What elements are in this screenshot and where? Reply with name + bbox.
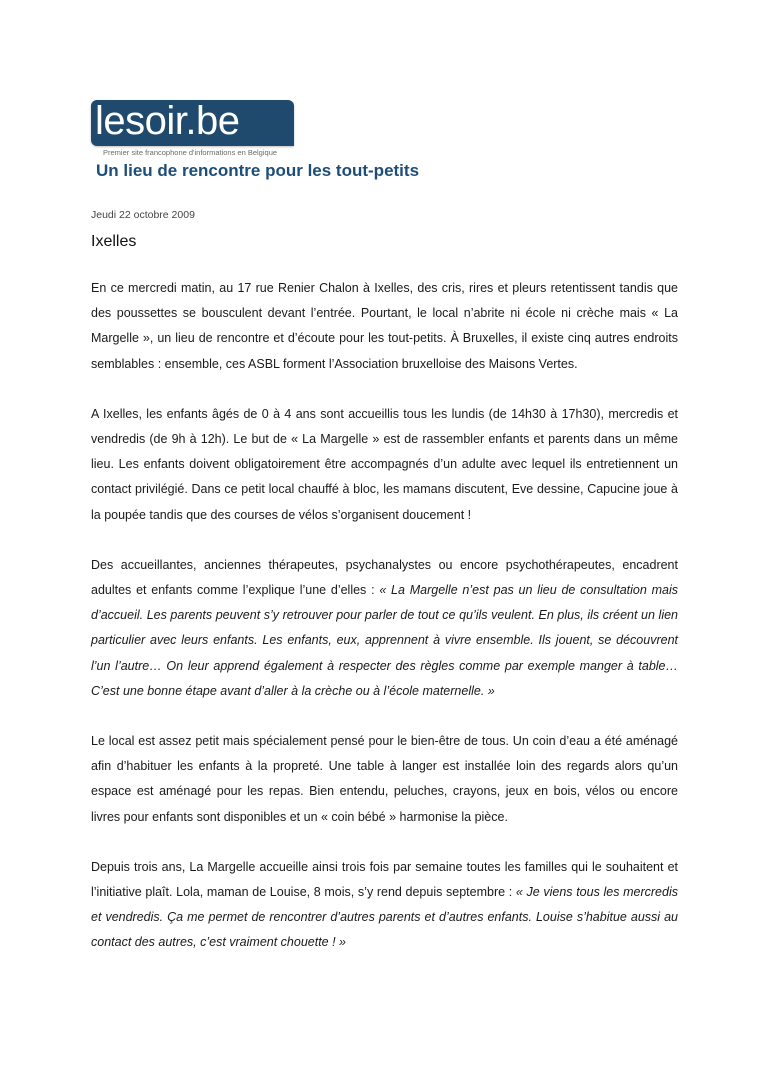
article-paragraph [91,553,678,704]
logo-text: lesoir.be [95,99,240,143]
logo-tagline: Premier site francophone d'informations en Belgique [103,148,278,157]
paragraph-text: Des accueillantes, anciennes thérapeutes, psychanalystes ou encore psychothérapeutes, encadrent adultes et enfants comme l’explique l’une d’elles : [91,557,678,598]
paragraph-text: En ce mercredi matin, au 17 rue Renier Chalon à Ixelles, des cris, rires et pleurs retentissent tandis que des poussettes se bousculent devant l’entrée. Pourtant, le local n’abrite ni école ni crèche mais « La Margelle », un lieu de rencontre et d’écoute pour les tout-petits. À Bruxelles, il existe cinq autres endroits semblables : ensemble, ces ASBL forment l’Association bruxelloise des Maisons Vertes. [91,281,678,371]
logo-box [91,100,294,146]
article-paragraph [91,276,678,377]
paragraph-text: A Ixelles, les enfants âgés de 0 à 4 ans sont accueillis tous les lundis (de 14h30 à 17h30), mercredis et vendredis (de 9h à 12h). Le but de « La Margelle » est de rassembler enfants et parents dans un même lieu. Les enfants doivent obligatoirement être accompagnés d’un adulte avec lequel ils entretiennent un contact privilégié. Dans ce petit local chauffé à bloc, les mamans discutent, Eve dessine, Capucine joue à la poupée tandis que des courses de vélos s’organisent doucement ! [91,406,678,522]
paragraph-text: Depuis trois ans, La Margelle accueille ainsi trois fois par semaine toutes les familles qui le souhaitent et l’initiative plaît. Lola, maman de Louise, 8 mois, s’y rend depuis septembre : [91,859,678,900]
paragraph-text: Le local est assez petit mais spécialement pensé pour le bien-être de tous. Un coin d’eau a été aménagé afin d’habituer les enfants à la propreté. Une table à langer est installée loin des regards alors qu’un espace est aménagé pour les repas. Bien entendu, peluches, crayons, jeux en bois, vélos ou encore livres pour enfants sont disponibles et un « coin bébé » harmonise la pièce. [91,734,678,824]
article-date: Jeudi 22 octobre 2009 [91,209,195,221]
paragraph-quote: « La Margelle n’est pas un lieu de consultation mais d’accueil. Les parents peuvent s’y retrouver pour parler de tout ce qu’ils veulent. En plus, ils créent un lien particulier avec leurs enfants. Les enfants, eux, apprennent à vivre ensemble. Ils jouent, se découvrent l’un l’autre… On leur apprend également à respecter des règles comme par exemple manger à table… C’est une bonne étape avant d’aller à la crèche ou à l’école maternelle. » [91,583,678,698]
article-paragraph [91,402,678,528]
lesoir-logo [91,100,294,158]
article-title: Un lieu de rencontre pour les tout-petits [96,161,420,180]
paragraph-quote: « Je viens tous les mercredis et vendredis. Ça me permet de rencontrer d’autres parents et d’autres enfants. Louise s’habitue aussi au contact des autres, c’est vraiment chouette ! » [91,885,678,950]
article-locality: Ixelles [91,233,137,250]
article-paragraph [91,855,678,956]
article-body [91,276,678,981]
article-paragraph [91,729,678,830]
